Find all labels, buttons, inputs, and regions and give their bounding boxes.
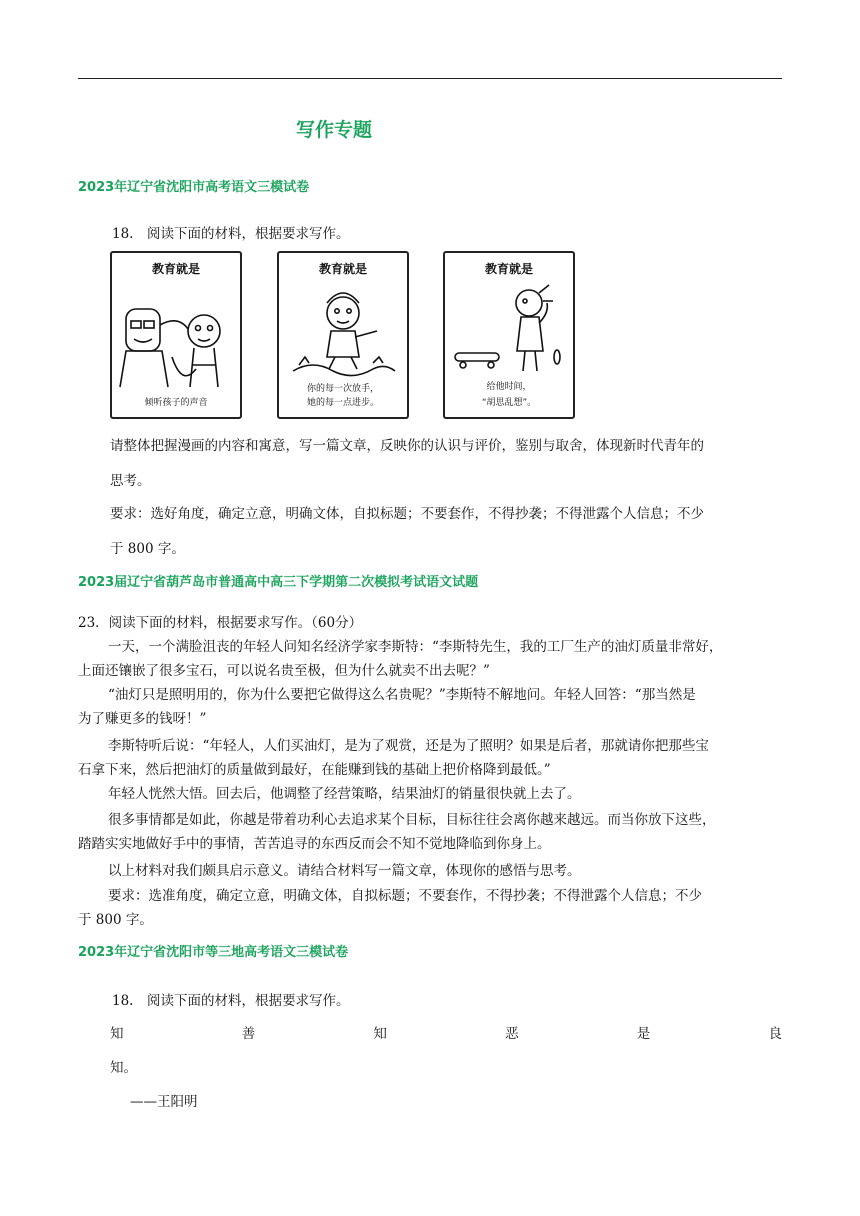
section-1-requirements-line-1: 要求：选好角度，确定立意，明确文体，自拟标题；不要套作，不得抄袭；不得泄露个人信息；不少 [110,506,704,522]
quote-char: 知 [373,1026,387,1042]
comic-drawing-letting-go [279,253,407,417]
comic-drawing-listening [112,253,240,417]
quote-char: 恶 [505,1026,519,1042]
quote-char: 知 [110,1026,124,1042]
comic-3-caption-line-2: “胡思乱想”。 [481,398,537,408]
section-3-quote-line-1 [110,1022,782,1042]
comic-panel-2 [277,251,409,419]
comic-panel-3 [443,251,575,419]
section-2-paragraph-1-line-2: 上面还镶嵌了很多宝石，可以说名贵至极，但为什么就卖不出去呢？” [78,663,490,679]
section-2-paragraph-1-line-1: 一天，一个满脸沮丧的年轻人问知名经济学家李斯特：“李斯特先生，我的工厂生产的油灯质量非常好， [108,639,723,655]
section-2-question: 23．阅读下面的材料，根据要求写作。（60分） [78,615,363,631]
comic-1-caption: 倾听孩子的声音 [144,398,208,408]
comic-2-caption-line-1: 你的每一次放手， [306,384,380,394]
comic-2-title: 教育就是 [318,262,368,276]
section-1-requirements-line-2: 于 800 字。 [110,541,185,557]
section-2-requirements-line-2: 于 800 字。 [78,912,153,928]
section-1-prompt-line-2: 思考。 [110,473,151,489]
section-2-paragraph-2-line-2: 为了赚更多的钱呀！” [78,711,207,727]
section-2-paragraph-4: 年轻人恍然大悟。回去后，他调整了经营策略，结果油灯的销量很快就上去了。 [108,786,581,802]
section-3-attribution: ——王阳明 [130,1094,198,1110]
section-2-paragraph-5-line-2: 踏踏实实地做好手中的事情，苦苦追寻的东西反而会不知不觉地降临到你身上。 [78,836,551,852]
section-2-heading: 2023届辽宁省葫芦岛市普通高中高三下学期第二次模拟考试语文试题 [78,575,479,590]
quote-char: 良 [768,1026,782,1042]
section-3-heading: 2023年辽宁省沈阳市等三地高考语文三模试卷 [78,945,349,960]
section-2-paragraph-5-line-1: 很多事情都是如此，你越是带着功利心去追求某个目标，目标往往会离你越来越远。而当你放下这些， [108,812,716,828]
header-rule [78,78,782,79]
comic-1-title: 教育就是 [151,262,201,276]
section-2-paragraph-2-line-1: “油灯只是照明用的，你为什么要把它做得这么名贵呢？”李斯特不解地问。年轻人回答：“那当然是 [108,687,696,703]
comic-3-caption-line-1: 给他时间， [486,382,532,392]
page-title: 写作专题 [296,119,373,141]
quote-char: 善 [241,1026,256,1042]
comic-panel-1 [110,251,242,419]
section-3-quote-line-2: 知。 [110,1060,137,1076]
section-2-paragraph-6: 以上材料对我们颇具启示意义。请结合材料写一篇文章，体现你的感悟与思考。 [108,863,581,879]
section-2-paragraph-3-line-1: 李斯特听后说：“年轻人，人们买油灯，是为了观赏，还是为了照明？如果是后者，那就请你把那些宝 [108,738,709,754]
section-2-paragraph-3-line-2: 石拿下来，然后把油灯的质量做到最好，在能赚到钱的基础上把价格降到最低。” [78,762,551,778]
section-1-heading: 2023年辽宁省沈阳市高考语文三模试卷 [78,180,310,195]
comic-3-title: 教育就是 [484,262,534,276]
quote-char: 是 [636,1026,651,1042]
section-1-prompt-line-1: 请整体把握漫画的内容和寓意，写一篇文章，反映你的认识与评价，鉴别与取舍，体现新时代青年的 [110,438,704,454]
section-1-question: 18. 阅读下面的材料，根据要求写作。 [112,226,350,242]
comic-2-caption-line-2: 她的每一点进步。 [306,398,380,408]
comic-drawing-daydreaming [445,253,573,417]
section-2-requirements-line-1: 要求：选准角度，确定立意，明确文体，自拟标题；不要套作，不得抄袭；不得泄露个人信息；不少 [108,888,702,904]
section-3-question: 18. 阅读下面的材料，根据要求写作。 [112,993,350,1009]
